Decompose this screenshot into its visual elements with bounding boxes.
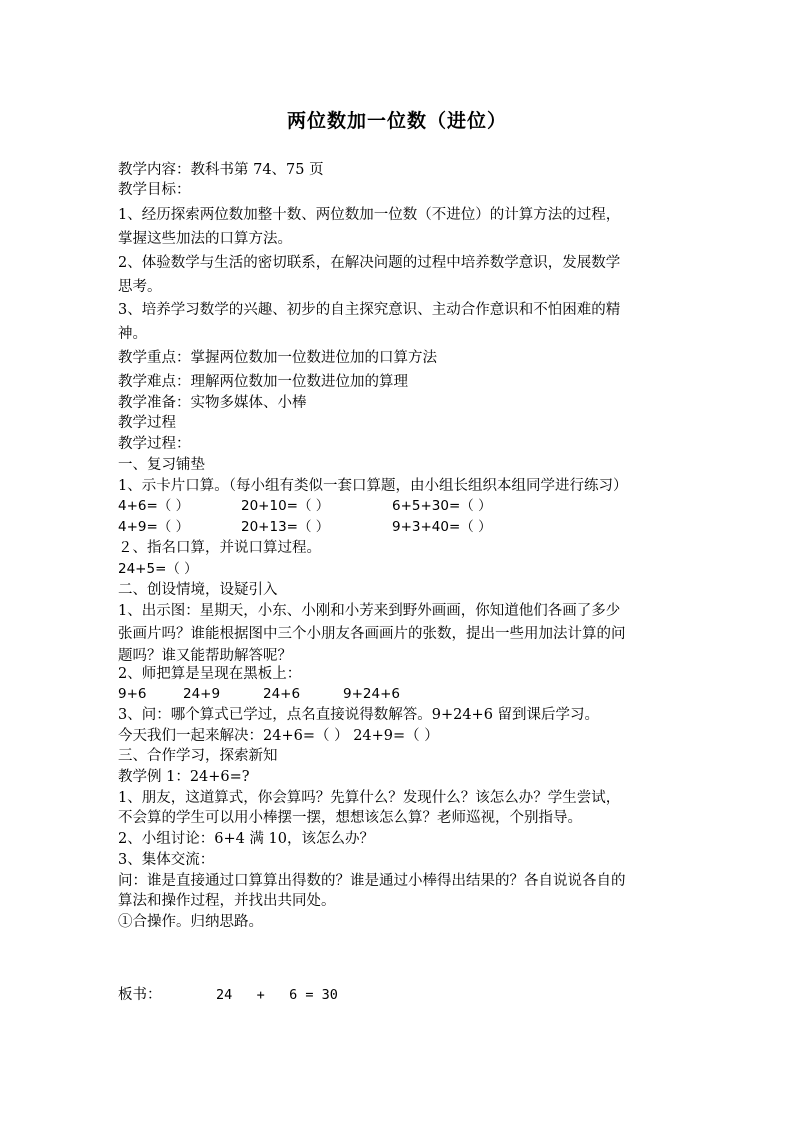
drill-item: 20+10=（ ） [241,498,330,514]
sharing-question-line-1: 问：谁是直接通过口算算出得数的？谁是通过小棒得出结果的？各自说说各自的 [118,873,626,889]
oral-exercise: 24+5=（ ） [118,561,198,577]
example-1: 教学例 1：24+6=? [118,769,250,785]
goal-2-line-1: 2、体验数学与生活的密切联系，在解决问题的过程中培养数学意识，发展数学 [118,255,621,271]
question-line: 3、问：哪个算式已学过，点名直接说得数解答。9+24+6 留到课后学习。 [118,707,600,723]
board-label: 板书： [118,987,162,1003]
teaching-focus: 教学重点：掌握两位数加一位数进位加的口算方法 [118,350,437,366]
expression-item: 24+6 [263,686,301,702]
goal-1-line-1: 1、经历探索两位数加整十数、两位数加一位数（不进位）的计算方法的过程， [118,207,621,223]
drill-item: 6+5+30=（ ） [392,498,492,514]
summary-line: ①合操作。归纳思路。 [118,914,263,930]
expression-item: 9+6 [118,686,147,702]
teaching-goals-heading: 教学目标： [118,182,191,198]
teaching-preparation: 教学准备：实物多媒体、小棒 [118,395,307,411]
drill-item: 4+9=（ ） [118,519,190,535]
example-step-1-line-1: 1、朋友，这道算式，你会算吗？先算什么？发现什么？该怎么办？学生尝试， [118,790,621,806]
expression-item: 9+24+6 [343,686,400,702]
goal-2-line-2: 思考。 [118,279,162,295]
scenario-line-2: 张画片吗？谁能根据图中三个小朋友各画画片的张数，提出一些用加法计算的问 [118,626,626,642]
step-2-oral: ２、指名口算，并说口算过程。 [118,540,321,556]
expression-item: 24+9 [183,686,221,702]
group-discussion: 2、小组讨论：6+4 满 10，该怎么办？ [118,831,374,847]
drill-item: 20+13=（ ） [241,519,330,535]
teaching-process-heading: 教学过程 [118,415,176,431]
page-title: 两位数加一位数（进位） [286,110,507,132]
section-1-heading: 一、复习铺垫 [118,457,205,473]
board-presentation: 2、师把算是呈现在黑板上： [118,666,302,682]
drill-item: 9+3+40=（ ） [392,519,492,535]
board-expression: 24 + 6 = 30 [216,987,338,1003]
group-sharing: 3、集体交流： [118,852,215,868]
sharing-question-line-2: 算法和操作过程，并找出共同处。 [118,893,336,909]
section-2-heading: 二、创设情境，设疑引入 [118,582,278,598]
drill-item: 4+6=（ ） [118,498,190,514]
scenario-line-3: 题吗？谁又能帮助解答呢？ [118,648,292,664]
goal-1-line-2: 掌握这些加法的口算方法。 [118,231,292,247]
teaching-process-subheading: 教学过程： [118,436,191,452]
step-1-card-drill: 1、示卡片口算。（每小组有类似一套口算题，由小组长组织本组同学进行练习） [118,478,628,494]
today-solve-line: 今天我们一起来解决：24+6=（ ） 24+9=（ ） [118,728,439,744]
scenario-line-1: 1、出示图：星期天，小东、小刚和小芳来到野外画画，你知道他们各画了多少 [118,603,621,619]
goal-3-line-2: 神。 [118,326,147,342]
section-3-heading: 三、合作学习，探索新知 [118,748,278,764]
teaching-difficulty: 教学难点：理解两位数加一位数进位加的算理 [118,374,408,390]
teaching-content: 教学内容：教科书第 74、75 页 [118,162,324,178]
example-step-1-line-2: 不会算的学生可以用小棒摆一摆，想想该怎么算？老师巡视，个别指导。 [118,810,582,826]
goal-3-line-1: 3、培养学习数学的兴趣、初步的自主探究意识、主动合作意识和不怕困难的精 [118,302,621,318]
